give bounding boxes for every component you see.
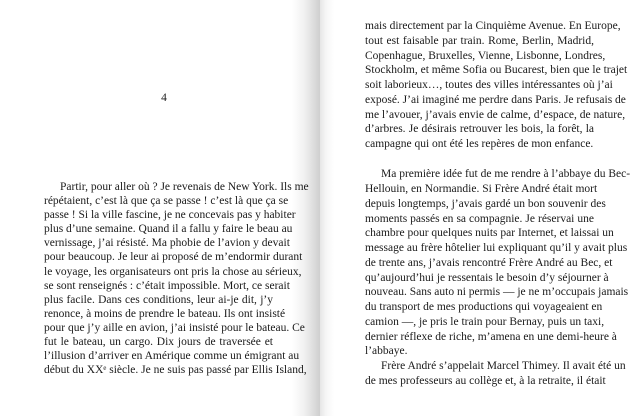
text-line: vernissage, j’ai résisté. Ma phobie de l’avion y devait — [44, 237, 290, 250]
text-line: exposé. J’ai imaginé me perdre dans Paris. Je refusais de — [365, 93, 626, 106]
left-page-text — [44, 180, 309, 377]
text-line: soit laborieux…, toutes des villes intéressantes où j’ai — [365, 79, 613, 91]
text-line: mais directement par la Cinquième Avenue. En Europe, — [365, 20, 621, 32]
right-page — [320, 0, 640, 416]
text-line: pour beaucoup. Je leur ai proposé de m’endormir durant — [44, 251, 303, 264]
text-line: se sont renseignés : c’était impossible. Mort, ce serait — [44, 279, 290, 292]
text-line: qu’aujourd’hui je ressentais le besoin d’y séjourner à — [365, 271, 609, 284]
right-page-text — [365, 19, 631, 389]
paragraph — [365, 19, 628, 152]
text-line: d’arbres. Je désirais retrouver les bois, la forêt, la — [365, 123, 594, 136]
text-line: passe ! Si la ville fascine, je ne concevais pas y habiter — [44, 209, 296, 222]
text-line: depuis longtemps, j’avais gardé un bon souvenir des — [365, 197, 606, 210]
text-line: l’abbaye. — [365, 345, 408, 358]
text-line: de trente ans, j’avais rencontré Frère André au Bec, et — [365, 256, 613, 269]
text-line: répétaient, c’est là que ça se passe ! c’est là que ça se — [44, 195, 289, 208]
text-line: renonce, à moins de prendre le bateau. Ils ont insisté — [44, 307, 286, 320]
text-line: camion —, je pris le train pour Bernay, puis un taxi, — [365, 315, 605, 328]
text-line: plus d’une semaine. Quand il a fallu y faire le beau au — [44, 223, 293, 236]
paragraph — [44, 180, 309, 377]
text-line: plus facile. Dans ces conditions, leur ai-je dit, j’y — [44, 293, 273, 306]
text-line: début du XXᵉ siècle. Je ne suis pas passé par Ellis Island, — [44, 364, 307, 377]
text-line: Frère André s’appelait Marcel Thimey. Il avait été un — [381, 360, 626, 372]
text-line: de mes professeurs au collège et, à la retraite, il était — [365, 374, 606, 387]
paragraph — [365, 359, 626, 389]
paragraph — [365, 167, 631, 359]
text-line: campagne qui ont été les repères de mon enfance. — [365, 138, 594, 150]
text-line: message au frère hôtelier lui expliquant qu’il y avait plus — [365, 242, 628, 254]
text-line: l’illusion d’arriver en Amérique comme un émigrant au — [44, 350, 300, 363]
text-line: Stockholm, et même Sofia ou Bucarest, bien que le trajet — [365, 64, 628, 77]
text-line: fut le bateau, un cargo. Dix jours de traversée et — [44, 336, 273, 349]
text-line: moments passés en sa compagnie. Je réservai une — [365, 212, 594, 225]
text-line: Ma première idée fut de me rendre à l’abbaye du Bec- — [381, 168, 631, 181]
text-line: me l’avouer, j’avais envie de calme, d’espace, de nature, — [365, 108, 626, 121]
text-line: Partir, pour aller où ? Je revenais de New York. Ils me — [60, 181, 309, 193]
text-line: le voyage, les organisateurs ont pris la chose au sérieux, — [44, 265, 302, 278]
text-line: chambre pour quelques nuits par Internet, et laissai un — [365, 227, 614, 240]
page-number: 4 — [161, 92, 167, 104]
text-line: Hellouin, en Normandie. Si Frère André était mort — [365, 183, 598, 195]
text-line: dernier réflexe de riche, m’amena en une demi-heure à — [365, 330, 617, 343]
text-line: du transport de mes productions qui voyageaient en — [365, 301, 603, 313]
text-line: nouveau. Sans auto ni permis — je ne m’occupais jamais — [365, 286, 629, 299]
text-line: Copenhague, Bruxelles, Vienne, Lisbonne, Londres, — [365, 49, 606, 62]
text-line: pour que j’y aille en avion, j’ai insisté pour le bateau. Ce — [44, 321, 305, 334]
text-line: tout est faisable par train. Rome, Berlin, Madrid, — [365, 34, 594, 47]
